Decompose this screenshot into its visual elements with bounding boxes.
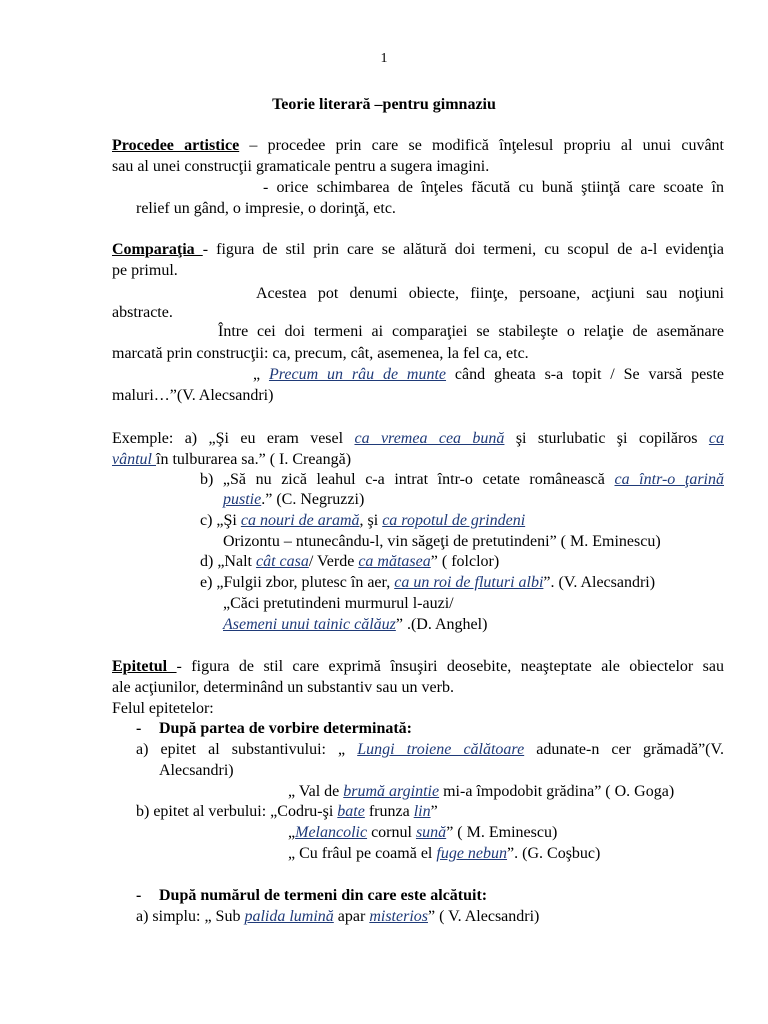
example-phrase: ca mătasea [358, 553, 431, 570]
exemple-c-line-1: c) „Şi ca nouri de aramă, şi ca ropotul de grindeni [200, 512, 526, 529]
comparatia-line-3: Acestea pot denumi obiecte, fiinţe, persoane, acţiuni sau noţiuni [256, 285, 724, 302]
example-phrase: bate [337, 803, 365, 820]
example-phrase: ca vremea cea bună [354, 430, 505, 447]
epitetul-heading-2-dash: - [136, 887, 142, 904]
epitetul-line-2: ale acţiunilor, determinând un substantiv sau un verb. [112, 679, 454, 696]
example-phrase: Lungi troiene călătoare [357, 741, 525, 758]
comparatia-line-5: Între cei doi termeni ai comparaţiei se stabileşte o relaţie de asemănare [218, 323, 724, 340]
page-number: 1 [380, 51, 388, 66]
epitetul-line-1: Epitetul - figura de stil care exprimă însuşiri deosebite, neaşteptate ale obiectelor sau [112, 658, 724, 675]
example-phrase: ca ropotul de grindeni [382, 512, 526, 529]
example-phrase: ca [708, 430, 725, 447]
exemple-b-line-2: pustie.” (C. Negruzzi) [223, 491, 365, 508]
epitetul-b-line-3: „ Cu frâul pe coamă el fuge nebun”. (G. Coşbuc) [288, 845, 601, 862]
comparatia-line-4: abstracte. [112, 304, 173, 321]
example-phrase: sună [415, 824, 447, 841]
example-phrase: ca într-o ţarină [614, 471, 725, 488]
example-phrase: brumă argintie [343, 783, 440, 800]
example-phrase: cât casa [255, 553, 309, 570]
exemple-e-line-1: e) „Fulgii zbor, plutesc în aer, ca un roi de fluturi albi”. (V. Alecsandri) [200, 574, 656, 591]
epitetul-term: Epitetul [112, 658, 177, 675]
exemple-c-line-2: Orizontu – ntunecându-l, vin săgeţi de pretutindeni” ( M. Eminescu) [223, 533, 661, 550]
epitetul-heading-1-dash: - [136, 720, 142, 737]
comparatia-line-1: Comparaţia - figura de stil prin care se alătură doi termeni, cu scopul de a-l evidenţia [112, 241, 724, 258]
procedee-line-1: Procedee artistice – procedee prin care se modifică înţelesul propriu al unui cuvânt [112, 137, 724, 154]
epitetul-simplu-line: a) simplu: „ Sub palida lumină apar misterios” ( V. Alecsandri) [136, 908, 540, 925]
epitetul-a-line-2: Alecsandri) [159, 762, 234, 779]
example-phrase: Asemeni unui tainic călăuz [223, 616, 396, 633]
example-phrase: misterios [369, 908, 428, 925]
epitetul-heading-1: După partea de vorbire determinată: [159, 720, 412, 737]
exemple-e-line-3: Asemeni unui tainic călăuz” .(D. Anghel) [223, 616, 488, 633]
example-phrase: palida lumină [244, 908, 334, 925]
procedee-line-4: relief un gând, o impresie, o dorinţă, etc. [136, 200, 396, 217]
page-title: Teorie literară –pentru gimnaziu [272, 96, 496, 113]
exemple-d-line: d) „Nalt cât casa/ Verde ca mătasea” ( folclor) [200, 553, 500, 570]
epitetul-a-line-1: a) epitet al substantivului: „ Lungi troiene călătoare adunate-n cer grămadă”(V. [136, 741, 725, 758]
example-phrase: fuge nebun [436, 845, 508, 862]
epitetul-b-line-1: b) epitet al verbului: „Codru-şi bate frunza lin” [136, 803, 438, 820]
comparatia-quote-line-2: maluri…”(V. Alecsandri) [112, 387, 274, 404]
epitetul-felul: Felul epitetelor: [112, 700, 214, 717]
example-phrase: vântul [112, 451, 156, 468]
epitetul-a-line-3: „ Val de brumă argintie mi-a împodobit grădina” ( O. Goga) [288, 783, 675, 800]
comparatia-quote-line-1: „ Precum un râu de munte când gheata s-a topit / Se varsă peste [253, 366, 724, 383]
epitetul-b-line-2: „Melancolic cornul sună” ( M. Eminescu) [288, 824, 558, 841]
procedee-term: Procedee artistice [112, 137, 240, 154]
procedee-line-2: sau al unei construcţii gramaticale pentru a sugera imagini. [112, 158, 490, 175]
example-phrase: Precum un râu de munte [268, 366, 447, 383]
comparatia-line-2: pe primul. [112, 262, 178, 279]
exemple-b-line-1: b) „Să nu zică leahul c-a intrat într-o cetate românească ca într-o ţarină [200, 471, 725, 488]
example-phrase: ca un roi de fluturi albi [394, 574, 544, 591]
example-phrase: lin [413, 803, 431, 820]
comparatia-term: Comparaţia [112, 241, 203, 258]
exemple-a-line-1: Exemple: a) „Şi eu eram vesel ca vremea cea bună şi sturlubatic şi copilăros ca [112, 430, 725, 447]
example-phrase: pustie [223, 491, 262, 508]
comparatia-line-6: marcată prin construcţii: ca, precum, cât, asemenea, la fel ca, etc. [112, 345, 529, 362]
exemple-e-line-2: „Căci pretutindeni murmurul l-auzi/ [223, 595, 454, 612]
procedee-line-3: - orice schimbarea de înţeles făcută cu bună ştiinţă care scoate în [263, 179, 724, 196]
exemple-a-line-2: vântul în tulburarea sa.” ( I. Creangă) [112, 451, 352, 468]
example-phrase: ca nouri de aramă [240, 512, 360, 529]
example-phrase: Melancolic [295, 824, 368, 841]
epitetul-heading-2: După numărul de termeni din care este alcătuit: [159, 887, 488, 904]
